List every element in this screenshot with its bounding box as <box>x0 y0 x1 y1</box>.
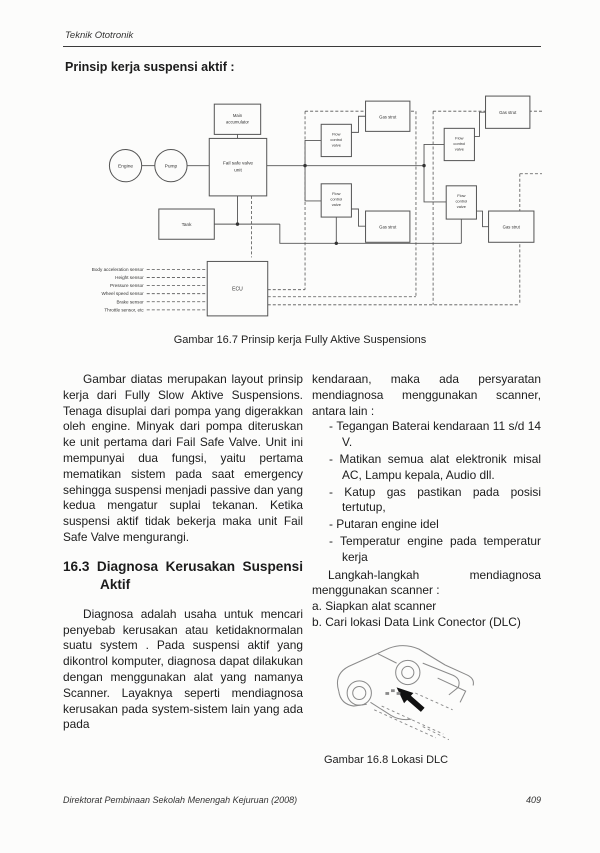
page-number: 409 <box>525 795 541 805</box>
svg-text:control: control <box>330 136 343 142</box>
engine-node <box>109 150 141 182</box>
flow-control-valve-front-lower <box>321 184 351 217</box>
svg-text:Flow: Flow <box>455 135 464 141</box>
sensor-label: Pressure sensor <box>110 283 144 289</box>
dlc-location-illustration <box>314 637 524 749</box>
svg-text:Flow: Flow <box>332 131 341 137</box>
svg-text:accumulator: accumulator <box>225 119 249 125</box>
pump-node <box>155 150 187 182</box>
svg-text:Gas strut: Gas strut <box>499 110 517 116</box>
main-accumulator-node <box>214 104 260 134</box>
pump-label: Pump <box>164 164 178 170</box>
figure2-caption: Gambar 16.8 Lokasi DLC <box>324 753 449 766</box>
section-heading: 16.3 Diagnosa Kerusakan Suspensi Aktif <box>63 558 303 593</box>
svg-text:control: control <box>453 140 466 146</box>
figure1-caption: Gambar 16.7 Prinsip kerja Fully Aktive Suspensions <box>173 334 427 346</box>
svg-text:unit: unit <box>234 168 242 174</box>
dlc-arrow <box>397 687 423 709</box>
svg-text:Main: Main <box>232 113 243 119</box>
page-title: Prinsip kerja suspensi aktif : <box>65 60 235 74</box>
svg-text:Tank: Tank <box>181 223 192 229</box>
flow-control-valve-front-upper <box>321 124 351 156</box>
paragraph: kendaraan, maka ada persyaratan mendiagnosa menggunakan scanner, antara lain : <box>312 372 541 418</box>
list-item: - Putaran engine idel <box>312 517 541 533</box>
tank-node <box>159 209 214 239</box>
car-sketch-lines <box>337 645 473 719</box>
paragraph: Langkah-langkah mendiagnosa menggunakan scanner : <box>312 567 541 598</box>
ecu-node <box>207 261 268 315</box>
gas-strut-front-upper <box>366 101 410 131</box>
gas-strut-rear-lower <box>489 211 534 242</box>
svg-text:valve: valve <box>331 142 341 148</box>
svg-text:control: control <box>455 198 468 204</box>
running-header: Teknik Ototronik <box>65 30 134 41</box>
svg-text:Gas strut: Gas strut <box>379 224 397 230</box>
svg-text:control: control <box>330 196 343 202</box>
svg-text:Flow: Flow <box>457 192 466 198</box>
flow-control-valve-rear-upper <box>444 128 474 160</box>
svg-text:Flow: Flow <box>332 190 341 196</box>
paragraph: Gambar diatas merupakan layout prinsip kerja dari Fully Slow Aktive Suspensions. Tenaga disuplai dari pompa yang digerakkan oleh engine. Minyak dari pompa diteruskan ke unit pertama dari Fail Safe Valve. Unit ini mempunyai dua fungsi, yaitu pertama mematikan sistem pada saat emergency sehingga suspensi menjadi passive dan yang kedua mengatur suplai tekanan. Ketika suspensi aktif tidak bekerja maka unit Fail Safe Valve mengurangi. <box>63 372 303 544</box>
svg-text:valve: valve <box>331 201 341 207</box>
two-column-text <box>63 372 541 769</box>
fail-safe-valve-node <box>209 138 266 195</box>
sensor-label: Body acceleration sensor <box>91 267 144 273</box>
left-column <box>63 372 303 769</box>
sensor-label: Throttle sensor, etc <box>104 307 144 313</box>
gas-strut-rear-upper <box>486 96 530 128</box>
footer-source: Direktorat Pembinaan Sekolah Menengah Kejuruan (2008) <box>63 795 298 805</box>
dlc-sketch-svg <box>314 637 524 749</box>
right-column <box>312 372 541 769</box>
list-item: - Tegangan Baterai kendaraan 11 s/d 14 V. <box>312 419 541 451</box>
flow-control-valve-rear-lower <box>446 186 476 219</box>
list-item: - Katup gas pastikan pada posisi tertutup, <box>312 485 541 517</box>
sensor-label: Wheel speed sensor <box>101 291 144 297</box>
list-item: - Temperatur engine pada temperatur kerja <box>312 534 541 566</box>
suspension-system-diagram <box>58 88 542 328</box>
sensor-label: Height sensor <box>115 275 144 281</box>
svg-text:Gas strut: Gas strut <box>379 114 397 120</box>
svg-text:valve: valve <box>454 146 464 152</box>
requirements-list <box>312 419 541 565</box>
header-rule <box>63 46 541 47</box>
svg-text:Gas strut: Gas strut <box>502 224 520 230</box>
list-item: - Matikan semua alat elektronik misal AC, Lampu kepala, Audio dll. <box>312 452 541 484</box>
engine-label: Engine <box>118 164 134 170</box>
sensor-labels <box>92 267 145 312</box>
step-a: a. Siapkan alat scanner <box>312 599 437 614</box>
svg-text:valve: valve <box>456 204 466 209</box>
gas-strut-front-lower <box>366 211 410 242</box>
sensor-label: Brake sensor <box>116 299 144 305</box>
page-footer <box>63 795 541 805</box>
paragraph: Diagnosa adalah usaha untuk mencari penyebab kerusakan atau ketidaknormalan suatu system . Pada suspensi aktif yang dikontrol komputer, diagnosa dapat dilakukan dengan menggunakan alat yang namanya Scanner. Layaknya seperti mendiagnosa kerusakan pada system-sistem lain yang ada pada <box>63 606 303 732</box>
diagram-svg <box>58 88 542 328</box>
svg-text:Fail safe valve: Fail safe valve <box>222 161 254 167</box>
svg-text:ECU: ECU <box>232 286 243 293</box>
step-b: b. Cari lokasi Data Link Conector (DLC) <box>312 614 521 629</box>
